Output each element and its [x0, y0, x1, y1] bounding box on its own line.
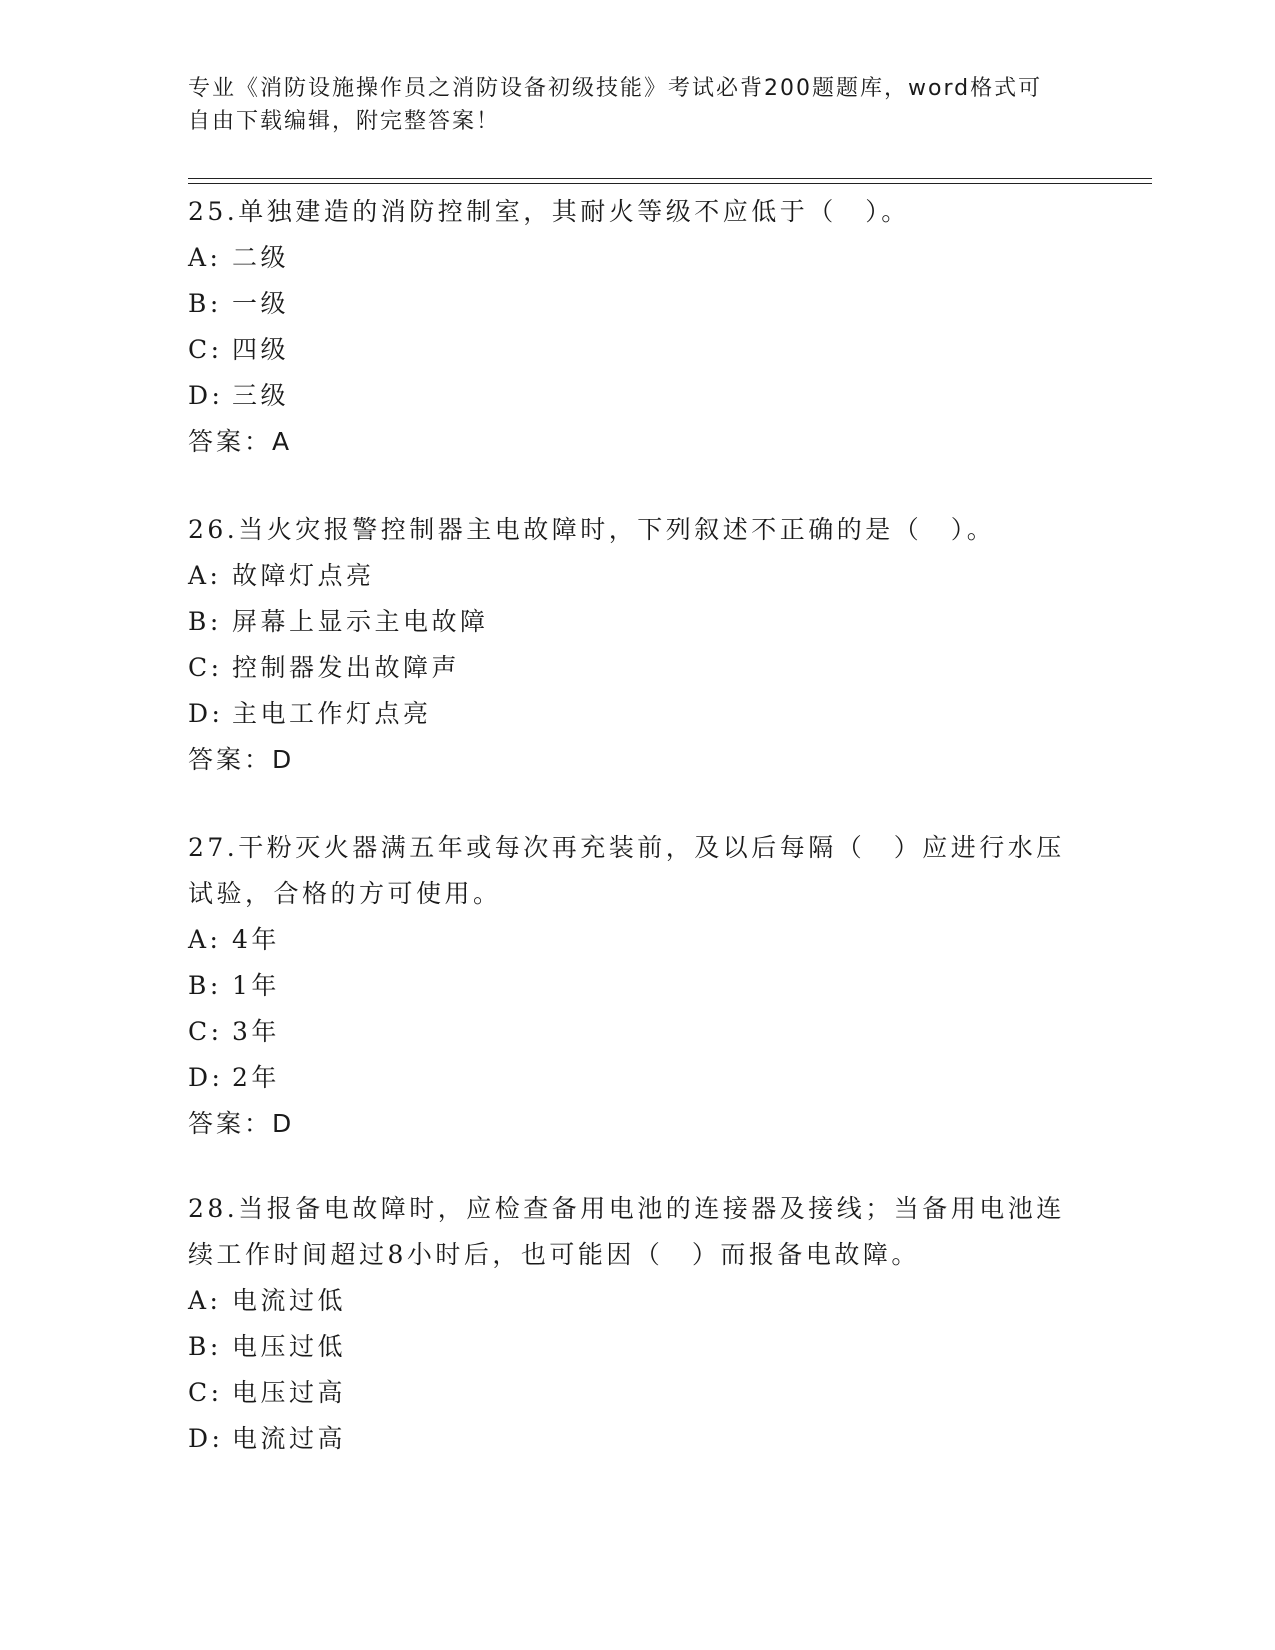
option-letter: D: — [188, 381, 224, 410]
option-text: 1年 — [232, 971, 280, 1000]
header-line-1: 专业《消防设施操作员之消防设备初级技能》考试必背200题题库，word格式可 — [188, 76, 1043, 101]
question-stem: 28.当报备电故障时，应检查备用电池的连接器及接线；当备用电池连续工作时间超过8小时后，也可能因（ ）而报备电故障。 — [188, 1194, 1065, 1269]
option-letter: B: — [188, 971, 222, 1000]
option-letter: D: — [188, 699, 224, 728]
option-text: 4年 — [232, 925, 280, 954]
option-letter: B: — [188, 1332, 222, 1361]
option-text: 电流过高 — [232, 1424, 347, 1453]
option-letter: D: — [188, 1424, 224, 1453]
option-c — [188, 645, 1088, 691]
option-c — [188, 327, 1088, 373]
question-26 — [188, 507, 1088, 783]
option-text: 电压过低 — [232, 1332, 347, 1361]
option-a — [188, 553, 1088, 599]
option-letter: B: — [188, 289, 222, 318]
option-letter: A: — [188, 925, 222, 954]
question-25 — [188, 189, 1088, 465]
option-letter: A: — [188, 1286, 222, 1315]
option-letter: D: — [188, 1063, 224, 1092]
question-27 — [188, 825, 1088, 1147]
option-text: 2年 — [232, 1063, 280, 1092]
option-d — [188, 1055, 1088, 1101]
option-d — [188, 1416, 1088, 1462]
option-text: 电流过低 — [232, 1286, 347, 1315]
option-b — [188, 963, 1088, 1009]
option-text: 屏幕上显示主电故障 — [232, 607, 489, 636]
option-text: 一级 — [232, 289, 290, 318]
option-letter: C: — [188, 653, 223, 682]
answer-label: 答案：D — [188, 745, 295, 774]
option-text: 二级 — [232, 243, 290, 272]
answer-label: 答案：D — [188, 1109, 295, 1138]
question-stem: 26.当火灾报警控制器主电故障时，下列叙述不正确的是（ ）。 — [188, 515, 996, 544]
option-a — [188, 235, 1088, 281]
option-letter: C: — [188, 1017, 223, 1046]
option-b — [188, 1324, 1088, 1370]
document-header — [188, 72, 1088, 138]
question-28 — [188, 1186, 1088, 1462]
option-text: 电压过高 — [232, 1378, 347, 1407]
question-stem: 25.单独建造的消防控制室，其耐火等级不应低于（ ）。 — [188, 197, 910, 226]
option-letter: A: — [188, 561, 222, 590]
question-stem: 27.干粉灭火器满五年或每次再充装前，及以后每隔（ ）应进行水压试验，合格的方可使用。 — [188, 833, 1065, 908]
option-text: 3年 — [232, 1017, 280, 1046]
header-line-2: 自由下载编辑，附完整答案！ — [188, 109, 501, 134]
option-a — [188, 1278, 1088, 1324]
option-a — [188, 917, 1088, 963]
option-text: 三级 — [232, 381, 290, 410]
header-divider-top — [188, 178, 1152, 179]
option-text: 主电工作灯点亮 — [232, 699, 432, 728]
answer-label: 答案：A — [188, 427, 293, 456]
option-text: 故障灯点亮 — [232, 561, 375, 590]
option-d — [188, 691, 1088, 737]
option-c — [188, 1009, 1088, 1055]
option-c — [188, 1370, 1088, 1416]
option-b — [188, 281, 1088, 327]
option-d — [188, 373, 1088, 419]
option-text: 控制器发出故障声 — [232, 653, 461, 682]
header-divider-bottom — [188, 183, 1152, 184]
option-text: 四级 — [232, 335, 290, 364]
option-letter: C: — [188, 335, 223, 364]
option-letter: A: — [188, 243, 222, 272]
option-letter: B: — [188, 607, 222, 636]
option-letter: C: — [188, 1378, 223, 1407]
option-b — [188, 599, 1088, 645]
